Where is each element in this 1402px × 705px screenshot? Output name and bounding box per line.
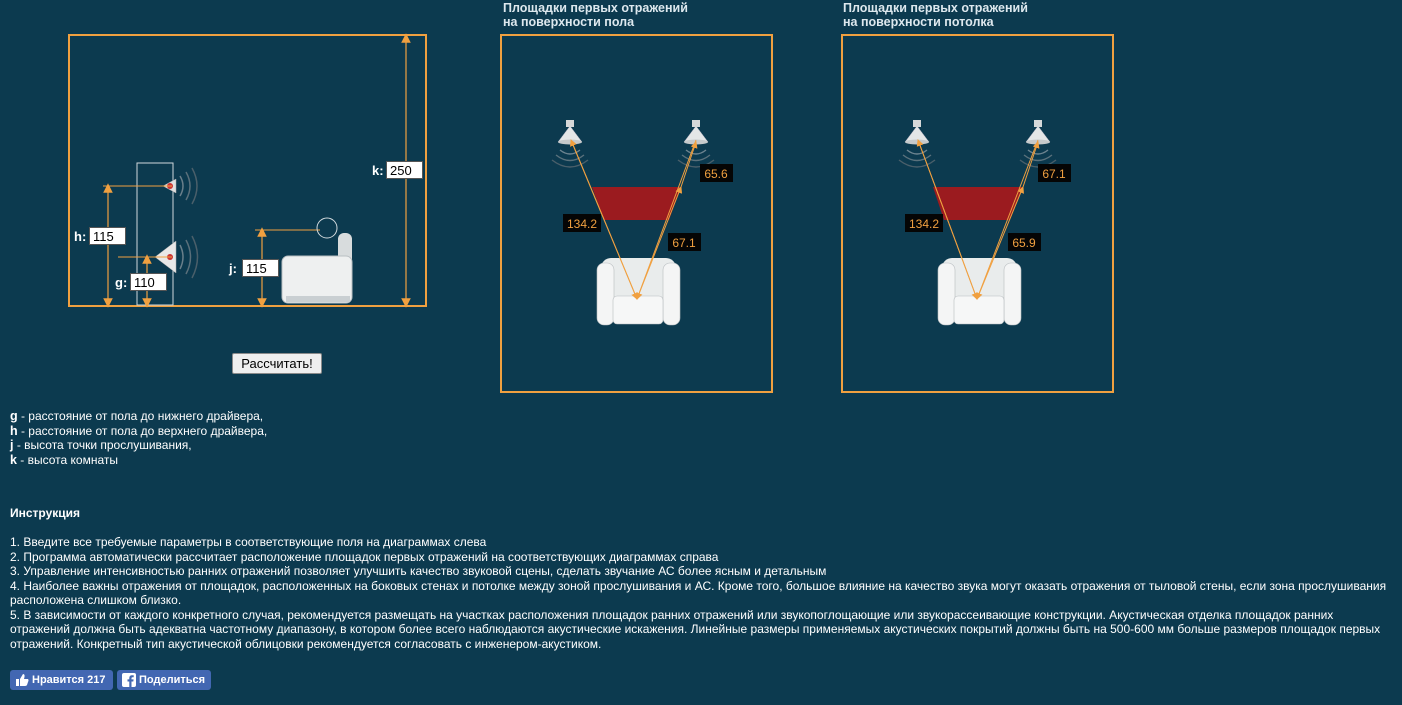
legend-item-j: j - высота точки прослушивания, <box>10 438 192 452</box>
ceiling-right-lower-label <box>1008 233 1041 251</box>
listener-head-marker <box>317 218 337 238</box>
instruction-item: 1. Введите все требуемые параметры в соответствующие поля на диаграммах слева <box>10 535 487 549</box>
svg-text:65.9: 65.9 <box>1012 236 1036 250</box>
floor-right-upper-label <box>700 164 733 182</box>
svg-text:134.2: 134.2 <box>908 217 940 231</box>
h-input[interactable] <box>89 227 126 245</box>
ceiling-right-upper-label <box>1038 164 1071 182</box>
floor-title-line1: Площадки первых отражений <box>503 1 688 15</box>
instructions-list <box>10 535 1395 651</box>
floor-panel-title <box>503 1 688 29</box>
ceiling-left-distance-label <box>905 214 943 232</box>
g-input[interactable] <box>130 273 167 291</box>
svg-text:67.1: 67.1 <box>1042 167 1066 181</box>
h-label: h: <box>74 229 87 244</box>
ceiling-title-line1: Площадки первых отражений <box>843 1 1028 15</box>
left-speaker-icon <box>899 120 935 167</box>
share-label: Поделиться <box>139 674 206 686</box>
floor-reflections-drawing <box>500 34 773 393</box>
svg-text:134.2: 134.2 <box>566 217 598 231</box>
svg-text:67.1: 67.1 <box>672 236 696 250</box>
instruction-item: 4. Наиболее важны отражения от площадок, расположенных на боковых стенах и потолке между зоной прослушивания и АС. Кроме того, большое влияние на качество звука могут оказать отражения от тыловой стены, если зона прослушивания расположена слишком близко. <box>10 578 1387 607</box>
like-button[interactable] <box>10 670 113 690</box>
ceiling-title-line2: на поверхности потолка <box>843 15 994 29</box>
instruction-item: 5. В зависимости от каждого конкретного случая, рекомендуется размещать на участках расположения площадок ранних отражений или звукопоглощающие или звукорассеивающие конструкции. Акустическая отделка площадок ранних отражений должна быть адекватна частотному диапазону, в котором более всего наблюдаются акустические искажения. Линейные размеры применяемых акустических покрытий должны быть на 500-600 мм больше размеров площадок первых отражений. Конкретный тип акустической облицовки рекомендуется согласовать с инженером-акустиком. <box>10 607 1381 651</box>
k-input[interactable] <box>386 161 423 179</box>
k-label: k: <box>372 163 384 178</box>
facebook-icon <box>122 673 136 687</box>
svg-text:65.6: 65.6 <box>704 167 728 181</box>
thumbs-up-icon <box>15 673 29 687</box>
left-speaker-icon <box>552 120 588 167</box>
instruction-item: 3. Управление интенсивностью ранних отражений позволяет улучшить качество звуковой сцены, сделать звучание АС более ясным и детальным <box>10 564 827 578</box>
legend-item-k: k - высота комнаты <box>10 452 118 467</box>
floor-armchair-icon <box>597 258 680 325</box>
parameter-legend <box>10 409 267 467</box>
like-label: Нравится 217 <box>32 674 106 686</box>
ceiling-reflections-drawing <box>841 34 1114 393</box>
j-label: j: <box>229 261 237 276</box>
floor-left-distance-label <box>563 214 601 232</box>
room-side-view-drawing <box>0 0 440 320</box>
legend-item-g: g - расстояние от пола до нижнего драйвера, <box>10 409 264 423</box>
j-input[interactable] <box>242 259 279 277</box>
floor-right-lower-label <box>668 233 701 251</box>
instructions-title: Инструкция <box>10 506 81 520</box>
g-label: g: <box>115 275 128 290</box>
share-button[interactable] <box>117 670 211 690</box>
calculate-button[interactable]: Рассчитать! <box>232 353 322 374</box>
armchair-side-icon <box>282 233 352 303</box>
legend-item-h: h - расстояние от пола до верхнего драйвера, <box>10 423 268 438</box>
floor-title-line2: на поверхности пола <box>503 15 635 29</box>
ceiling-panel-title <box>843 1 1028 29</box>
instruction-item: 2. Программа автоматически рассчитает расположение площадок первых отражений на соответствующих диаграммах справа <box>10 549 719 564</box>
